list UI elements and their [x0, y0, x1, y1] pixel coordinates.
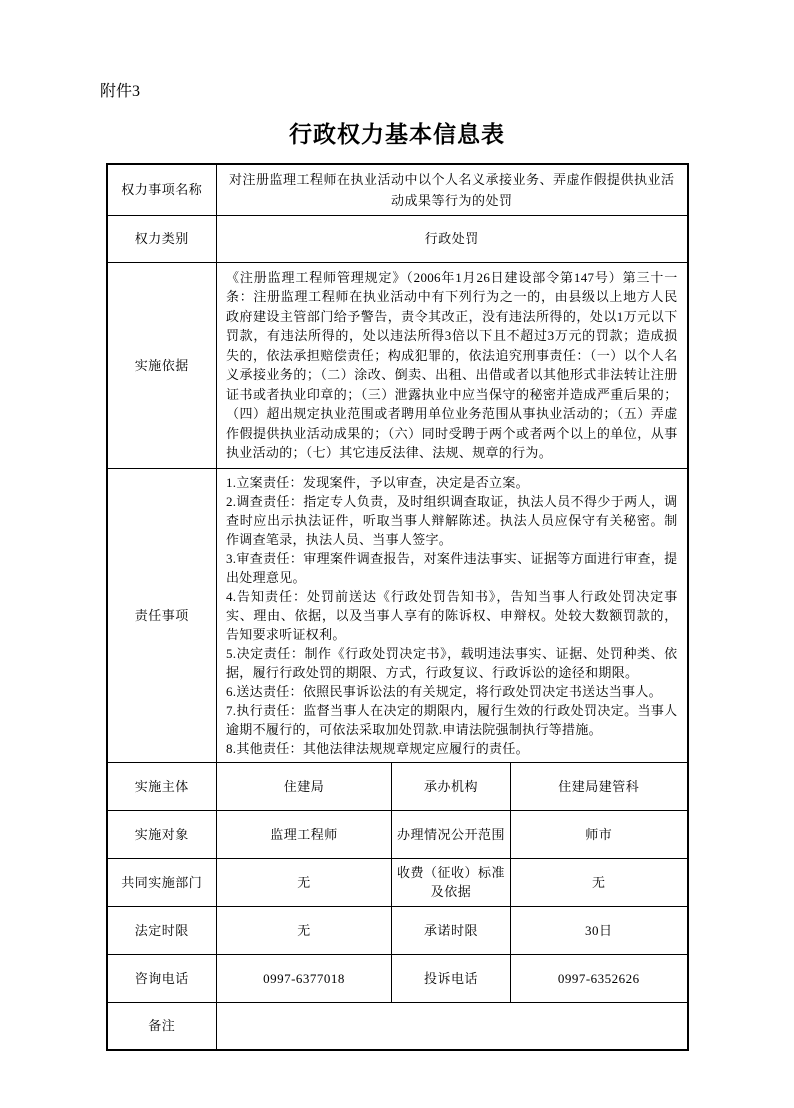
promised-time-limit-value: 30日 [511, 906, 688, 954]
duty-item: 1.立案责任：发现案件，予以审查，决定是否立案。 [226, 474, 529, 490]
remarks-label: 备注 [107, 1002, 217, 1050]
fee-standard-value: 无 [511, 858, 688, 906]
duty-item: 8.其他责任：其他法律法规规章规定应履行的责任。 [226, 740, 529, 756]
undertaking-org-value: 住建局建管科 [511, 762, 688, 810]
duties-list [217, 468, 688, 762]
promised-time-limit-label: 承诺时限 [392, 906, 511, 954]
duty-item: 6.送达责任：依照民事诉讼法的有关规定，将行政处罚决定书送达当事人。 [226, 683, 662, 699]
duties-label: 责任事项 [107, 468, 217, 762]
target-value: 监理工程师 [217, 810, 392, 858]
duty-item: 5.决定责任：制作《行政处罚决定书》，载明违法事实、证据、处罚种类、依据，履行行政处罚的期限、方式，行政复议、行政诉讼的途径和期限。 [226, 645, 678, 680]
row-implementing-subject [107, 762, 688, 810]
basis-label: 实施依据 [107, 262, 217, 468]
row-power-type [107, 215, 688, 262]
consult-phone-value: 0997-6377018 [217, 954, 392, 1002]
joint-dept-label: 共同实施部门 [107, 858, 217, 906]
row-implementation-target [107, 810, 688, 858]
row-duty-items [107, 468, 688, 762]
row-remarks [107, 1002, 688, 1050]
attachment-label: 附件3 [100, 83, 141, 100]
complaint-phone-value: 0997-6352626 [511, 954, 688, 1002]
complaint-phone-label: 投诉电话 [392, 954, 511, 1002]
info-table [106, 163, 689, 1051]
duty-item: 4.告知责任：处罚前送达《行政处罚告知书》，告知当事人行政处罚决定事实、理由、依据，以及当事人享有的陈诉权、申辩权。处较大数额罚款的，告知要求听证权利。 [226, 588, 678, 642]
power-name-label: 权力事项名称 [107, 164, 217, 215]
joint-dept-value: 无 [217, 858, 392, 906]
duty-item: 7.执行责任：监督当事人在决定的期限内，履行生效的行政处罚决定。当事人逾期不履行的，可依法采取加处罚款.申请法院强制执行等措施。 [226, 702, 678, 737]
row-implementation-basis [107, 262, 688, 468]
subject-value: 住建局 [217, 762, 392, 810]
page-title: 行政权力基本信息表 [289, 122, 505, 147]
row-phones [107, 954, 688, 1002]
basis-text: 《注册监理工程师管理规定》（2006年1月26日建设部令第147号）第三十一条：注册监理工程师在执业活动中有下列行为之一的，由县级以上地方人民政府建设主管部门给予警告，责令其改正，没有违法所得的，处以1万元以下罚款，有违法所得的，处以违法所得3倍以下且不超过3万元的罚款；造成损失的，依法承担赔偿责任；构成犯罪的，依法追究刑事责任：（一）以个人名义承接业务的；（二）涂改、倒卖、出租、出借或者以其他形式非法转让注册证书或者执业印章的；（三）泄露执业中应当保守的秘密并造成严重后果的；（四）超出规定执业范围或者聘用单位业务范围从事执业活动的；（五）弄虚作假提供执业活动成果的；（六）同时受聘于两个或者两个以上的单位，从事执业活动的；（七）其它违反法律、法规、规章的行为。 [217, 262, 688, 468]
power-type-value: 行政处罚 [217, 215, 688, 262]
power-name-value: 对注册监理工程师在执业活动中以个人名义承接业务、弄虚作假提供执业活动成果等行为的处罚 [217, 164, 688, 215]
legal-time-limit-label: 法定时限 [107, 906, 217, 954]
row-joint-departments [107, 858, 688, 906]
consult-phone-label: 咨询电话 [107, 954, 217, 1002]
disclosure-scope-value: 师市 [511, 810, 688, 858]
fee-standard-label: 收费（征收）标准及依据 [392, 858, 511, 906]
remarks-value [217, 1002, 688, 1050]
duty-item: 3.审查责任：审理案件调查报告，对案件违法事实、证据等方面进行审查，提出处理意见。 [226, 550, 678, 585]
undertaking-org-label: 承办机构 [392, 762, 511, 810]
disclosure-scope-label: 办理情况公开范围 [392, 810, 511, 858]
subject-label: 实施主体 [107, 762, 217, 810]
target-label: 实施对象 [107, 810, 217, 858]
row-time-limits [107, 906, 688, 954]
row-power-name [107, 164, 688, 215]
legal-time-limit-value: 无 [217, 906, 392, 954]
duty-item: 2.调查责任：指定专人负责，及时组织调查取证，执法人员不得少于两人，调查时应出示执法证件，听取当事人辩解陈述。执法人员应保守有关秘密。制作调查笔录，执法人员、当事人签字。 [226, 493, 678, 547]
power-type-label: 权力类别 [107, 215, 217, 262]
